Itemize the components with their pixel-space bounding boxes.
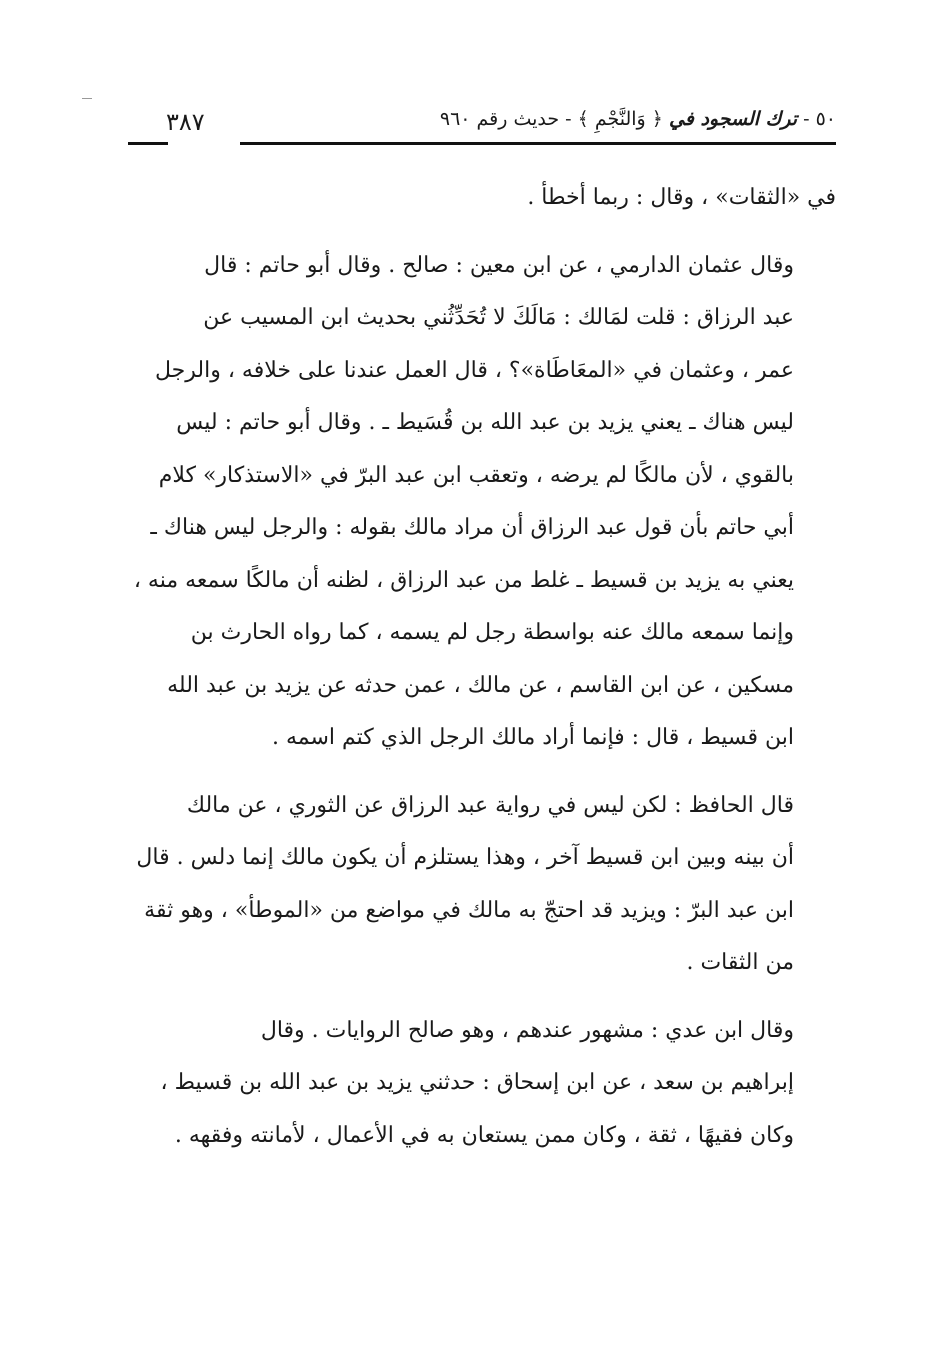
text-line: إبراهيم بن سعد ، عن ابن إسحاق : حدثني يزيد بن عبد الله بن قسيط ، xyxy=(160,1070,794,1095)
text-line: بالقوي ، لأن مالكًا لم يرضه ، وتعقب ابن عبد البرّ في «الاستذكار» كلام xyxy=(158,462,794,488)
text-line: ابن قسيط ، قال : فإنما أراد مالك الرجل الذي كتم اسمه . xyxy=(271,725,794,750)
chapter-prefix: ٥٠ - xyxy=(797,108,836,130)
text-line: من الثقات . xyxy=(686,950,794,975)
text-line: قال الحافظ : لكن ليس في رواية عبد الرزاق عن الثوري ، عن مالك xyxy=(186,792,794,818)
text-line: عبد الرزاق : قلت لمَالك : مَالَكَ لا تُحَدِّثُني بحديث ابن المسيب عن xyxy=(203,305,794,330)
hadith-reference: - حديث رقم ٩٦٠ xyxy=(439,108,578,130)
text-line: ليس هناك ـ يعني يزيد بن عبد الله بن قُسَيط ـ . وقال أبو حاتم : ليس xyxy=(176,410,794,435)
chapter-quote: ﴿ وَالنَّجْمِ ﴾ xyxy=(577,108,663,130)
paragraph-1 xyxy=(128,172,836,225)
page-number: ٣٨٧ xyxy=(166,108,205,136)
paragraph-3 xyxy=(128,780,836,990)
body-text xyxy=(128,172,836,1162)
paragraph-2 xyxy=(128,240,836,765)
text-line: عمر ، وعثمان في «المعَاطَاة»؟ ، قال العمل عندنا على خلافه ، والرجل xyxy=(155,357,794,383)
text-line: ابن عبد البرّ : ويزيد قد احتجّ به مالك في مواضع من «الموطأ» ، وهو ثقة xyxy=(144,897,794,923)
text-line: أن بينه وبين ابن قسيط آخر ، وهذا يستلزم أن يكون مالك إنما دلس . قال xyxy=(136,845,794,870)
text-line: وقال عثمان الدارمي ، عن ابن معين : صالح . وقال أبو حاتم : قال xyxy=(204,252,794,278)
text-line: وكان فقيهًا ، ثقة ، وكان ممن يستعان به في الأعمال ، لأمانته وفقهه . xyxy=(174,1122,794,1148)
scan-mark xyxy=(82,98,92,99)
text-line: مسكين ، عن ابن القاسم ، عن مالك ، عمن حدثه عن يزيد بن عبد الله xyxy=(167,672,794,698)
text-line: وقال ابن عدي : مشهور عندهم ، وهو صالح الروايات . وقال xyxy=(260,1017,794,1043)
running-header xyxy=(128,102,836,150)
page-number-rule xyxy=(128,142,168,145)
paragraph-4 xyxy=(128,1005,836,1163)
chapter-title: ترك السجود في xyxy=(668,108,798,130)
text-line: في «الثقات» ، وقال : ربما أخطأ . xyxy=(527,185,836,210)
text-line: يعني به يزيد بن قسيط ـ غلط من عبد الرزاق ، لظنه أن مالكًا سمعه منه ، xyxy=(133,567,794,593)
text-line: أبي حاتم بأن قول عبد الرزاق أن مراد مالك بقوله : والرجل ليس هناك ـ xyxy=(150,515,794,540)
header-rule xyxy=(240,142,836,145)
text-line: وإنما سمعه مالك عنه بواسطة رجل لم يسمه ، كما رواه الحارث بن xyxy=(190,620,794,645)
header-title xyxy=(440,108,836,130)
